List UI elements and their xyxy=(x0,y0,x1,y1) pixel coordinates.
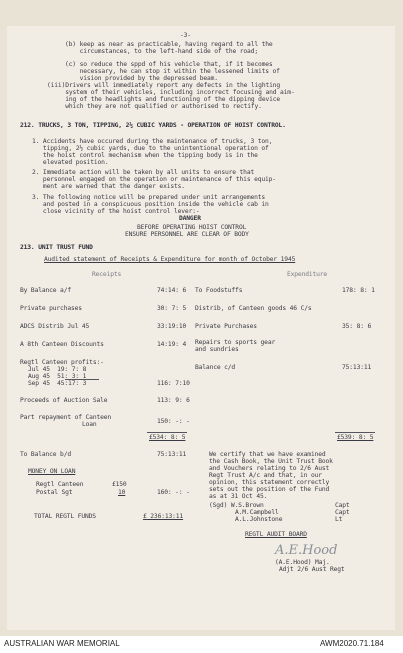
clause-c-line2: necessary, he can stop it within the lessened limits of xyxy=(65,68,280,75)
expenditure-amount-3: 35: 8: 6 xyxy=(342,323,372,330)
s212-line7: ment are warned that the danger exists. xyxy=(32,183,185,190)
total-funds-label: TOTAL REGTL FUNDS xyxy=(34,513,96,520)
clause-b-line1: (b) keep as near as practicable, having regard to all the xyxy=(65,41,273,48)
balance-bd-amount: 75:13:11 xyxy=(157,451,187,458)
clause-b-line2: circumstances, to the left-hand side of the road; xyxy=(65,48,258,55)
certify-line7: as at 31 Oct 45. xyxy=(209,493,268,500)
footer-accession-number: AWM2020.71.184 xyxy=(320,639,384,648)
expenditure-total: £539: 8: 5 xyxy=(337,434,374,441)
signatory-name-3: A.L.Johnstone xyxy=(235,516,283,523)
page-number: -3- xyxy=(180,32,191,39)
s212-line5: 2. Immediate action will be taken by all units to ensure that xyxy=(32,169,255,176)
s212-line3: the hoist control mechanism when the tipping body is in the xyxy=(32,152,258,159)
certify-line4: Regt Trust A/c and that, in our xyxy=(209,472,322,479)
receipt-label-4: A 8th Canteen Discounts xyxy=(20,341,104,348)
expenditure-label-3: Private Purchases xyxy=(195,323,257,330)
receipts-column-header: Receipts xyxy=(92,271,122,278)
para-iii-line4: which they are not qualified or authorised to rectify. xyxy=(47,103,262,110)
receipts-total-rule-top xyxy=(147,432,187,433)
signatory-rank-1: Capt xyxy=(335,502,350,509)
certify-line2: the Cash Book, the Unit Trust Book xyxy=(209,458,333,465)
loan-amount-1: £150 xyxy=(112,481,127,488)
loan-sum: 160: -: - xyxy=(157,489,190,496)
expenditure-amount-6: 75:13:11 xyxy=(342,364,372,371)
money-on-loan-heading: MONEY ON LOAN xyxy=(28,468,76,475)
para-iii-line2: system of their vehicles, including incorrect focusing and aim- xyxy=(47,89,295,96)
receipt-label-3: ADCS Distrib Jul 45 xyxy=(20,323,90,330)
handwritten-signature: A.E.Hood xyxy=(275,543,338,558)
s212-line2: tipping, 2½ cubic yards, due to the unintentional operation of xyxy=(32,145,269,152)
s212-line1: 1. Accidents have occured during the maintenance of trucks, 3 ton, xyxy=(32,138,273,145)
balance-bd-label: To Balance b/d xyxy=(20,451,71,458)
loan-label-1: Regtl Canteen xyxy=(36,481,84,488)
signatory-rank-3: Lt xyxy=(335,516,343,523)
auction-label: Proceeds of Auction Sale xyxy=(20,397,108,404)
loan-amount-2: 10 xyxy=(118,489,126,496)
signature-title: Adjt 2/6 Aust Regt xyxy=(279,566,345,573)
expenditure-label-6: Balance c/d xyxy=(195,364,236,371)
total-funds-amount: £ 236:13:11 xyxy=(143,513,184,520)
repayment-amount: 150: -: - xyxy=(157,418,190,425)
s212-line4: elevated position. xyxy=(32,159,109,166)
receipt-amount-1: 74:14: 6 xyxy=(157,287,187,294)
regtl-canteen-label: Regtl Canteen profits:- xyxy=(20,359,104,366)
regtl-row-aug: Aug 45 51: 3: 1 xyxy=(28,373,87,380)
signatory-rank-2: Capt xyxy=(335,509,350,516)
s212-line6: personnel engaged on the operation or maintenance of this equip- xyxy=(32,176,276,183)
section-213-heading: 213. UNIT TRUST FUND xyxy=(20,244,93,251)
regtl-subtotal-rule xyxy=(65,379,99,380)
clause-c-line1: (c) so reduce the sppd of his vehicle that, if it becomes xyxy=(65,61,273,68)
expenditure-label-2: Distrib, of Canteen goods 46 C/s xyxy=(195,305,312,312)
notice-line1: BEFORE OPERATING HOIST CONTROL xyxy=(137,224,247,231)
s212-line8: 3. The following notice will be prepared under unit arrangements xyxy=(32,194,266,201)
document-page xyxy=(7,26,395,630)
section-212-heading: 212. TRUCKS, 3 TON, TIPPING, 2½ CUBIC YARDS - OPERATION OF HOIST CONTROL. xyxy=(20,122,286,129)
repayment-label: Part repayment of Canteen xyxy=(20,414,112,421)
receipt-label-1: By Balance a/f xyxy=(20,287,71,294)
s212-line10: close vicinity of the hoist control lever:- xyxy=(32,208,200,215)
repayment-label-2: Loan xyxy=(82,421,97,428)
receipt-label-2: Private purchases xyxy=(20,305,82,312)
expenditure-total-rule-top xyxy=(335,432,375,433)
receipt-amount-2: 30: 7: 5 xyxy=(157,305,187,312)
para-iii-line3: ing of the headlights and functioning of the dipping device xyxy=(47,96,281,103)
expenditure-label-5: and sundries xyxy=(195,346,239,353)
expenditure-column-header: Expenditure xyxy=(287,271,328,278)
certify-line5: opinion, this statement correctly xyxy=(209,479,330,486)
clause-c-line3: vision provided by the depressed beam. xyxy=(65,75,218,82)
receipts-total: £534: 8: 5 xyxy=(149,434,186,441)
signature-name: (A.E.Hood) Maj. xyxy=(275,559,330,566)
danger-label: DANGER xyxy=(179,215,201,222)
notice-line2: ENSURE PERSONNEL ARE CLEAR OF BODY xyxy=(125,231,249,238)
receipt-amount-4: 14:19: 4 xyxy=(157,341,187,348)
regtl-row-sep: Sep 45 45:17: 3 xyxy=(28,380,87,387)
footer-source: AUSTRALIAN WAR MEMORIAL xyxy=(4,639,120,648)
certify-line6: sets out the position of the Fund xyxy=(209,486,330,493)
certify-line3: and Vouchers relating to 2/6 Aust xyxy=(209,465,330,472)
signatory-name-1: (Sgd) W.S.Brown xyxy=(209,502,264,509)
auction-amount: 113: 9: 6 xyxy=(157,397,190,404)
expenditure-label-4: Repairs to sports gear xyxy=(195,339,276,346)
regtl-total: 116: 7:10 xyxy=(157,380,190,387)
expenditure-amount-1: 178: 8: 1 xyxy=(342,287,375,294)
receipt-amount-3: 33:19:10 xyxy=(157,323,187,330)
regtl-row-jul: Jul 45 19: 7: 8 xyxy=(28,366,87,373)
footer-bar xyxy=(0,636,403,653)
para-iii-line1: (iii)Drivers will immediately report any defects in the lighting xyxy=(47,82,281,89)
loan-label-2: Postal Sgt xyxy=(36,489,73,496)
signatory-name-2: A.M.Campbell xyxy=(235,509,279,516)
certify-line1: We certify that we have examined xyxy=(209,451,326,458)
audit-title: Audited statement of Receipts & Expenditure for month of October 1945 xyxy=(44,256,296,263)
s212-line9: and posted in a conspicuous position inside the vehicle cab in xyxy=(32,201,269,208)
expenditure-label-1: To Foodstuffs xyxy=(195,287,243,294)
audit-board-label: REGTL AUDIT BOARD xyxy=(245,531,307,538)
